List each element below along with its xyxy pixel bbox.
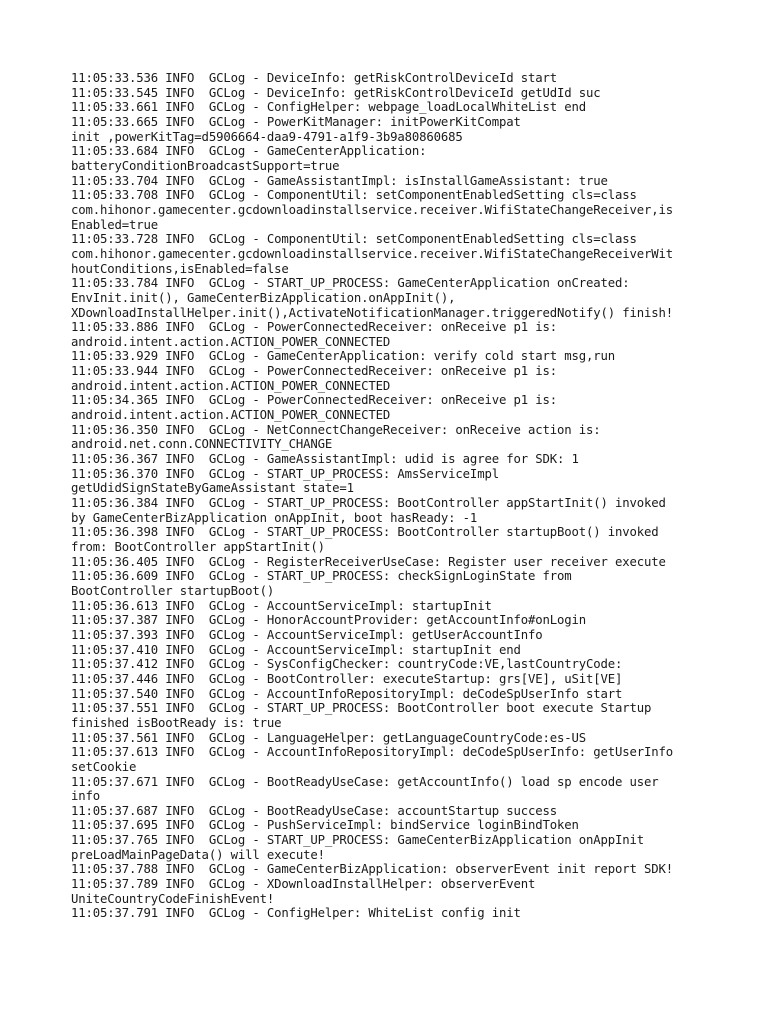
log-line: batteryConditionBroadcastSupport=true	[71, 158, 340, 173]
log-line: by GameCenterBizApplication onAppInit, boot hasReady: -1	[71, 510, 478, 525]
log-line: 11:05:33.708 INFO GCLog - ComponentUtil: setComponentEnabledSetting cls=class	[71, 188, 637, 203]
log-line: Enabled=true	[71, 217, 159, 232]
log-line: com.hihonor.gamecenter.gcdownloadinstallservice.receiver.WifiStateChangeReceiver,is	[71, 202, 674, 217]
log-line: 11:05:37.765 INFO GCLog - START_UP_PROCESS: GameCenterBizApplication onAppInit	[71, 833, 645, 848]
log-line: android.net.conn.CONNECTIVITY_CHANGE	[71, 437, 333, 452]
log-line: 11:05:33.684 INFO GCLog - GameCenterApplication:	[71, 144, 427, 159]
log-line: 11:05:37.412 INFO GCLog - SysConfigChecker: countryCode:VE,lastCountryCode:	[71, 657, 623, 672]
log-line: init ,powerKitTag=d5906664-daa9-4791-a1f9-3b9a80860685	[71, 129, 463, 144]
log-line: EnvInit.init(), GameCenterBizApplication.onAppInit(),	[71, 290, 456, 305]
log-line: 11:05:36.367 INFO GCLog - GameAssistantImpl: udid is agree for SDK: 1	[71, 452, 579, 467]
log-line: android.intent.action.ACTION_POWER_CONNECTED	[71, 334, 391, 349]
log-line: 11:05:37.410 INFO GCLog - AccountServiceImpl: startupInit end	[71, 642, 521, 657]
log-line: 11:05:36.398 INFO GCLog - START_UP_PROCESS: BootController startupBoot() invoked	[71, 525, 659, 540]
log-line: 11:05:37.540 INFO GCLog - AccountInfoRepositoryImpl: deCodeSpUserInfo start	[71, 686, 623, 701]
log-line: 11:05:37.788 INFO GCLog - GameCenterBizApplication: observerEvent init report SDK!	[71, 862, 674, 877]
log-document	[71, 71, 731, 921]
log-line: 11:05:33.665 INFO GCLog - PowerKitManager: initPowerKitCompat	[71, 114, 521, 129]
log-line: 11:05:37.551 INFO GCLog - START_UP_PROCESS: BootController boot execute Startup	[71, 701, 652, 716]
log-line: getUdidSignStateByGameAssistant state=1	[71, 481, 354, 496]
log-line: 11:05:36.370 INFO GCLog - START_UP_PROCESS: AmsServiceImpl	[71, 466, 499, 481]
log-line: 11:05:37.387 INFO GCLog - HonorAccountProvider: getAccountInfo#onLogin	[71, 613, 586, 628]
log-line: 11:05:33.536 INFO GCLog - DeviceInfo: getRiskControlDeviceId start	[71, 71, 557, 85]
log-line: 11:05:33.704 INFO GCLog - GameAssistantImpl: isInstallGameAssistant: true	[71, 173, 608, 188]
log-line: 11:05:36.613 INFO GCLog - AccountServiceImpl: startupInit	[71, 598, 492, 613]
log-line: 11:05:37.393 INFO GCLog - AccountServiceImpl: getUserAccountInfo	[71, 627, 543, 642]
log-line: preLoadMainPageData() will execute!	[71, 847, 325, 862]
log-line: com.hihonor.gamecenter.gcdownloadinstallservice.receiver.WifiStateChangeReceiverWit	[71, 246, 674, 261]
log-line: 11:05:37.561 INFO GCLog - LanguageHelper: getLanguageCountryCode:es-US	[71, 730, 586, 745]
log-line: setCookie	[71, 759, 137, 774]
log-line: 11:05:33.661 INFO GCLog - ConfigHelper: webpage_loadLocalWhiteList end	[71, 100, 586, 115]
log-line: android.intent.action.ACTION_POWER_CONNECTED	[71, 378, 391, 393]
log-line: 11:05:37.446 INFO GCLog - BootController: executeStartup: grs[VE], uSit[VE]	[71, 671, 623, 686]
log-line: 11:05:37.613 INFO GCLog - AccountInfoRepositoryImpl: deCodeSpUserInfo: getUserInfo	[71, 745, 674, 760]
log-line: 11:05:33.929 INFO GCLog - GameCenterApplication: verify cold start msg,run	[71, 349, 616, 364]
log-line: 11:05:33.545 INFO GCLog - DeviceInfo: getRiskControlDeviceId getUdId suc	[71, 85, 601, 100]
log-line: 11:05:36.609 INFO GCLog - START_UP_PROCESS: checkSignLoginState from	[71, 569, 572, 584]
log-line: 11:05:36.384 INFO GCLog - START_UP_PROCESS: BootController appStartInit() invoked	[71, 496, 666, 511]
log-line: houtConditions,isEnabled=false	[71, 261, 289, 276]
log-line: finished isBootReady is: true	[71, 715, 282, 730]
log-line: 11:05:37.687 INFO GCLog - BootReadyUseCase: accountStartup success	[71, 803, 557, 818]
log-line: 11:05:36.405 INFO GCLog - RegisterReceiverUseCase: Register user receiver execute	[71, 554, 666, 569]
log-line: 11:05:33.944 INFO GCLog - PowerConnectedReceiver: onReceive p1 is:	[71, 364, 557, 379]
log-line: BootController startupBoot()	[71, 583, 275, 598]
log-line: 11:05:33.886 INFO GCLog - PowerConnectedReceiver: onReceive p1 is:	[71, 320, 557, 335]
log-line: 11:05:37.695 INFO GCLog - PushServiceImpl: bindService loginBindToken	[71, 818, 579, 833]
log-line: info	[71, 789, 101, 804]
log-line: 11:05:37.789 INFO GCLog - XDownloadInstallHelper: observerEvent	[71, 877, 536, 892]
log-line: 11:05:37.671 INFO GCLog - BootReadyUseCase: getAccountInfo() load sp encode user	[71, 774, 659, 789]
log-line: UniteCountryCodeFinishEvent!	[71, 891, 275, 906]
log-line: android.intent.action.ACTION_POWER_CONNECTED	[71, 408, 391, 423]
log-line: 11:05:34.365 INFO GCLog - PowerConnectedReceiver: onReceive p1 is:	[71, 393, 557, 408]
log-line: 11:05:33.784 INFO GCLog - START_UP_PROCESS: GameCenterApplication onCreated:	[71, 276, 630, 291]
log-line: 11:05:37.791 INFO GCLog - ConfigHelper: WhiteList config init	[71, 906, 521, 921]
log-line: XDownloadInstallHelper.init(),ActivateNotificationManager.triggeredNotify() finish!	[71, 305, 674, 320]
log-line: from: BootController appStartInit()	[71, 540, 325, 554]
log-line: 11:05:36.350 INFO GCLog - NetConnectChangeReceiver: onReceive action is:	[71, 422, 601, 437]
log-line: 11:05:33.728 INFO GCLog - ComponentUtil: setComponentEnabledSetting cls=class	[71, 232, 637, 247]
